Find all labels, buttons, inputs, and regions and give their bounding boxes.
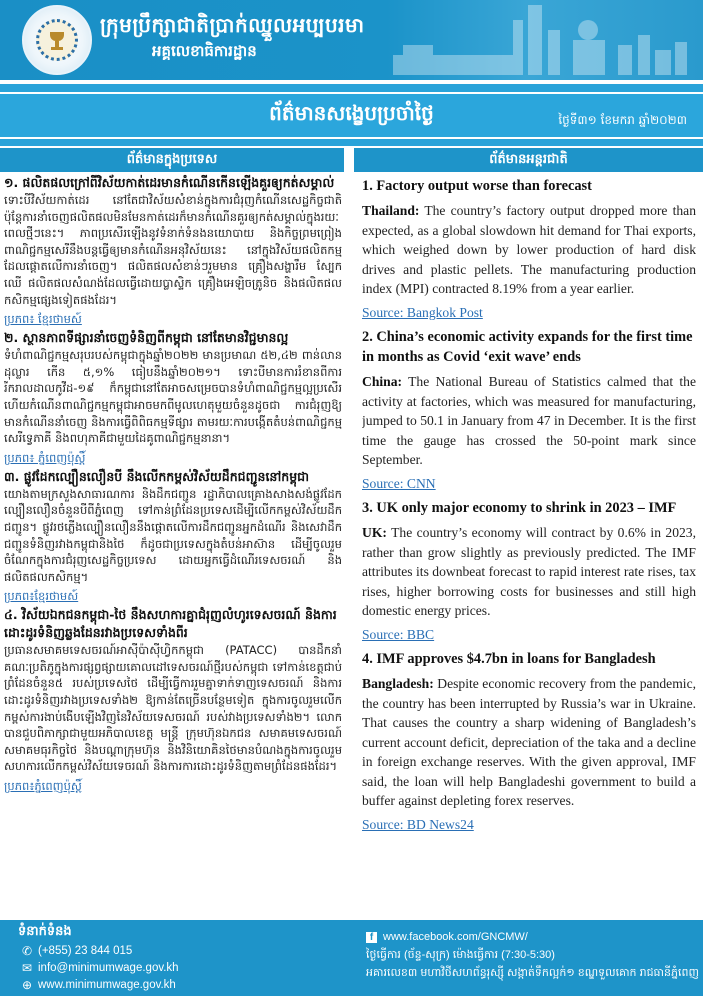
globe-icon: ⊕ <box>21 978 33 992</box>
news-text: The country’s factory output dropped more than expected, as a global slowdown hit demand for Thai exports, which weighed down by lower production of hard disk drives and plastic pellets. The manufacturing production index (MPI) contracted 8.19% from a year earlier. <box>362 203 696 297</box>
news-body <box>362 523 696 621</box>
news-body: ទោះបីវិស័យកាត់ដេរ នៅតែជាវិស័យសំខាន់ក្នុងការជំរុញកំណើនសេដ្ឋកិច្ចជាតិ ប៉ុន្តែការនាំចេញផលិតផលមិនមែនកាត់ដេរក៏មានកំណើនគួរឲ្យកត់សម្គាល់ក្នុងរយៈពេលថ្មីៗនេះ។ ភាពប្រសើរឡើងនូវទំនាក់ទំនងនយោបាយ និងកិច្ចព្រមព្រៀងពាណិជ្ជកម្មសេរីនឹងបន្តធ្វើឲ្យមានកំណើនអនុវិស័យនេះ នៅក្នុងវិស័យផលិតកម្មដែលផ្តោតលើការនាំចេញ។ ផលិតផលសំខាន់ៗរួមមាន គ្រឿងសង្ហារឹម ស្បែក ឈើ ផលិតផលសំណង់ដែលធ្វើដោយប្លាស្ទិក គ្រឿងអេឡិចត្រូនិច និងផលិតផលកសិកម្មផ្សេងទៀតផងដែរ។ <box>4 193 342 307</box>
source-link[interactable]: ប្រភព៖ខ្មែរថាមស៍ <box>4 589 79 604</box>
news-country: UK: <box>362 524 387 540</box>
footer <box>0 920 703 996</box>
news-title: ១. ផលិតផលក្រៅពីវិស័យកាត់ដេរមានកំណើនកើនឡើងគួរឲ្យកត់សម្គាល់ <box>4 175 335 190</box>
news-country: Bangladesh: <box>362 675 434 691</box>
publication-date: ថ្ងៃទី៣១ ខែមករា ឆ្នាំ២០២៣ <box>558 113 687 127</box>
decorative-band <box>0 84 703 92</box>
news-title: ៣. ផ្លូវដែកល្បឿនលឿនបី នឹងលើកកម្ពស់វិស័យដឹកជញ្ជូននៅកម្ពុជា <box>4 468 310 484</box>
source-link[interactable]: Source: BBC <box>362 626 435 642</box>
council-logo <box>22 5 92 75</box>
local-news-column <box>4 174 342 912</box>
website-row <box>18 977 348 994</box>
source-link[interactable]: ប្រភព៖ ភ្នំពេញប៉ុស្តិ៍ <box>4 450 86 465</box>
phone-number[interactable]: (+855) 23 844 015 <box>38 945 133 957</box>
organization-name: ក្រុមប្រឹក្សាជាតិប្រាក់ឈ្នួលអប្បបរមា <box>100 13 365 37</box>
international-news-item <box>362 498 696 649</box>
local-news-item <box>4 468 342 606</box>
phone-row <box>18 943 348 960</box>
news-body <box>362 372 696 470</box>
facebook-icon: f <box>366 932 377 943</box>
source-link[interactable]: Source: BD News24 <box>362 817 474 833</box>
office-hours: ថ្ងៃធ្វើការ (ច័ន្ទ-សុក្រ) ម៉ោងធ្វើការ (7:30-5:30) <box>366 949 555 961</box>
news-title: 1. Factory output worse than forecast <box>362 178 592 194</box>
source-link[interactable]: ប្រភព៖ ខ្មែរថាមស៍ <box>4 312 82 327</box>
local-news-item <box>4 329 342 467</box>
international-news-header: ព័ត៌មានអន្តរជាតិ <box>354 148 703 172</box>
news-title: 2. China’s economic activity expands for the first time in months as Covid ‘exit wave’ ends <box>362 328 693 365</box>
news-text: The National Bureau of Statistics calmed that the activity at factories, which was measured for manufacturing, jumped to 50.1 in January from 47 in December. It is the first time the gauge has crossed the 50-point mark since September. <box>362 373 696 468</box>
email-row <box>18 960 348 977</box>
news-title: ៤. វិស័យឯកជនកម្ពុជា-ថៃ នឹងសហការគ្នាជំរុញលំហូរទេសចរណ៍ និងការដោះដូរទំនិញឆ្លងដែនរវាងប្រទេសទាំងពីរ <box>4 607 337 641</box>
news-title: 3. UK only major economy to shrink in 2023 – IMF <box>362 499 677 516</box>
source-link[interactable]: Source: Bangkok Post <box>362 304 483 320</box>
contact-title: ទំនាក់ទំនង <box>18 924 72 939</box>
news-body: យោងតាមក្រសួងសាធារណការ និងដឹកជញ្ជូន រដ្ឋាភិបាលគ្រោងសាងសង់ផ្លូវដែកល្បឿនលឿនចំនួនបីពីភ្នំពេញ ទៅកាន់ព្រំដែនប្រទេសដើម្បីលើកកម្ពស់វិស័យដឹកជញ្ជូន។ ផ្លូវរថភ្លើងល្បឿនលឿននឹងផ្តោតលើការដឹកជញ្ជូនអ្នកដំណើរ និងសេវាដឹកជញ្ជូនទំនិញរវាងកម្ពុជានិងថៃ ក៏ដូចជាប្រទេសក្នុងតំបន់អាស៊ាន ដើម្បីចូលរួមចំណែកក្នុងការជំរុញសេដ្ឋកិច្ចប្រទេស ដោយអ្នកធ្វើដំណើរទេសចរណ៍ និង ផលិតផលកសិកម្ម។ <box>4 486 342 584</box>
website-link[interactable]: www.minimumwage.gov.kh <box>38 979 176 991</box>
office-info-section <box>366 928 700 982</box>
mail-icon: ✉ <box>21 961 33 975</box>
office-address: អគារលេខ៣ មហាវិថីសហព័ន្ធរុស្ស៊ី សង្កាត់ទឹកល្អក់១ ខណ្ឌទួលគោក រាជធានីភ្នំពេញ <box>366 967 699 979</box>
facebook-row <box>366 928 700 946</box>
news-title: 4. IMF approves $4.7bn in loans for Bangladesh <box>362 650 656 667</box>
news-body: ទំហំពាណិជ្ជកម្មសរុបរបស់កម្ពុជាក្នុងឆ្នាំ២០២២ មានប្រមាណ ៥២,៤២ ពាន់លានដុល្លារ កើន ៥,១% ធៀបនឹងឆ្នាំ២០២១។ ទោះបីមានការរំខានពីការរីករាលដាលកូវីដ-១៩ ក៏កម្ពុជានៅតែអាចសម្រេចបានទំហំពាណិជ្ជកម្មល្អប្រសើរ ហើយកំណើនពាណិជ្ជកម្មកម្ពុជាអាចមកពីមូលហេតុមួយចំនួនដូចជា ការជំរុញឱ្យមានកំណើននាំចេញ និងការធ្វើពិពិធកម្មទីផ្សារ តាមរយៈការបង្កើតតំបន់ពាណិជ្ជកម្មសេរីទ្វេភាគី និងពហុភាគីជាមួយដៃគូពាណិជ្ជកម្មនានា។ <box>4 348 342 446</box>
news-title: ២. ស្ថានភាពទីផ្សារនាំចេញទំនិញពីកម្ពុជា នៅតែមានវិជ្ជមានល្អ <box>4 330 289 346</box>
phone-icon: ✆ <box>21 944 33 958</box>
email-address[interactable]: info@minimumwage.gov.kh <box>38 962 179 974</box>
page-title: ព័ត៌មានសង្ខេបប្រចាំថ្ងៃ <box>269 101 434 125</box>
news-body <box>362 674 696 811</box>
international-news-column <box>362 176 696 916</box>
header-banner <box>0 0 703 80</box>
skyline-illustration <box>363 0 703 80</box>
decorative-band <box>0 139 703 146</box>
organization-subtitle: អគ្គលេខាធិការដ្ឋាន <box>152 42 257 60</box>
facebook-link[interactable]: www.facebook.com/GNCMW/ <box>383 931 528 943</box>
contact-section <box>18 922 348 994</box>
news-country: Thailand: <box>362 203 420 218</box>
international-news-item <box>362 649 696 839</box>
international-news-item <box>362 327 696 498</box>
local-news-item <box>4 606 342 795</box>
news-body: ប្រធានសមាគមទេសចរណ៍អាស៊ីប៉ាស៊ីហ្វិកកម្ពុជា (PATACC) បានដឹកនាំគណៈប្រតិភូក្នុងការផ្សព្វផ្សាយគោលដៅទេសចរណ៍ថ្មីរបស់កម្ពុជា ទៅកាន់ខេត្តជាប់ព្រំដែនចំនួន៥ របស់ប្រទេសថៃ ដើម្បីធ្វើការរួមគ្នាទាក់ទាញទេសចរណ៍ និងការដោះដូរទំនិញរវាងប្រទេសទាំង២ ឱ្យកាន់តែច្រើនបន្ថែមទៀត ក្នុងការចូលរួមលើកកម្ពស់ការងាប់ងើបឡើងវិញនៃវិស័យទេសចរណ៍ របស់វាងប្រទេសទាំង២។ លោកបានជួបពិភាក្សាជាមួយអភិបាលខេត្ត មន្ត្រី ក្រុមហ៊ុនឯកជន សមាគមទេសចរណ៍ សមាគមធុរកិច្ចថៃ និងបណ្តាក្រុមហ៊ុន និងវិនិយោគិនថៃមានបំណងក្នុងការចូលរួមសហការលើកកម្ពស់វិស័យទេចរណ៍ និងការការដោះដូរទំនិញតាមព្រំដែនផងដែរ។ <box>4 643 342 774</box>
news-text: Despite economic recovery from the pandemic, the country has been interrupted by Russia’s war in Ukraine. That causes the country a sharp widening of Bangladesh’s current account deficit, depreciation of the taka and a decline in foreign exchange reserves. With the given approval, IMF said, the loan will help Bangladeshi government to build a buffer against depleting forex reserves. <box>362 675 696 809</box>
news-body <box>362 201 696 299</box>
source-link[interactable]: Source: CNN <box>362 475 436 491</box>
international-news-item <box>362 176 696 327</box>
title-band <box>0 94 703 137</box>
local-news-item <box>4 174 342 328</box>
news-text: The country’s economy will contract by 0.6% in 2023, rather than grow slightly as previously predicted. The IMF attributes its downbeat forecast to rapid interest rate rises, tax rises, higher borrowing costs for businesses and still high domestic energy prices. <box>362 524 696 619</box>
news-country: China: <box>362 373 403 389</box>
source-link[interactable]: ប្រភព៖ភ្នំពេញប៉ុស្តិ៍ <box>4 779 82 794</box>
local-news-header: ព័ត៌មានក្នុងប្រទេស <box>0 148 344 172</box>
